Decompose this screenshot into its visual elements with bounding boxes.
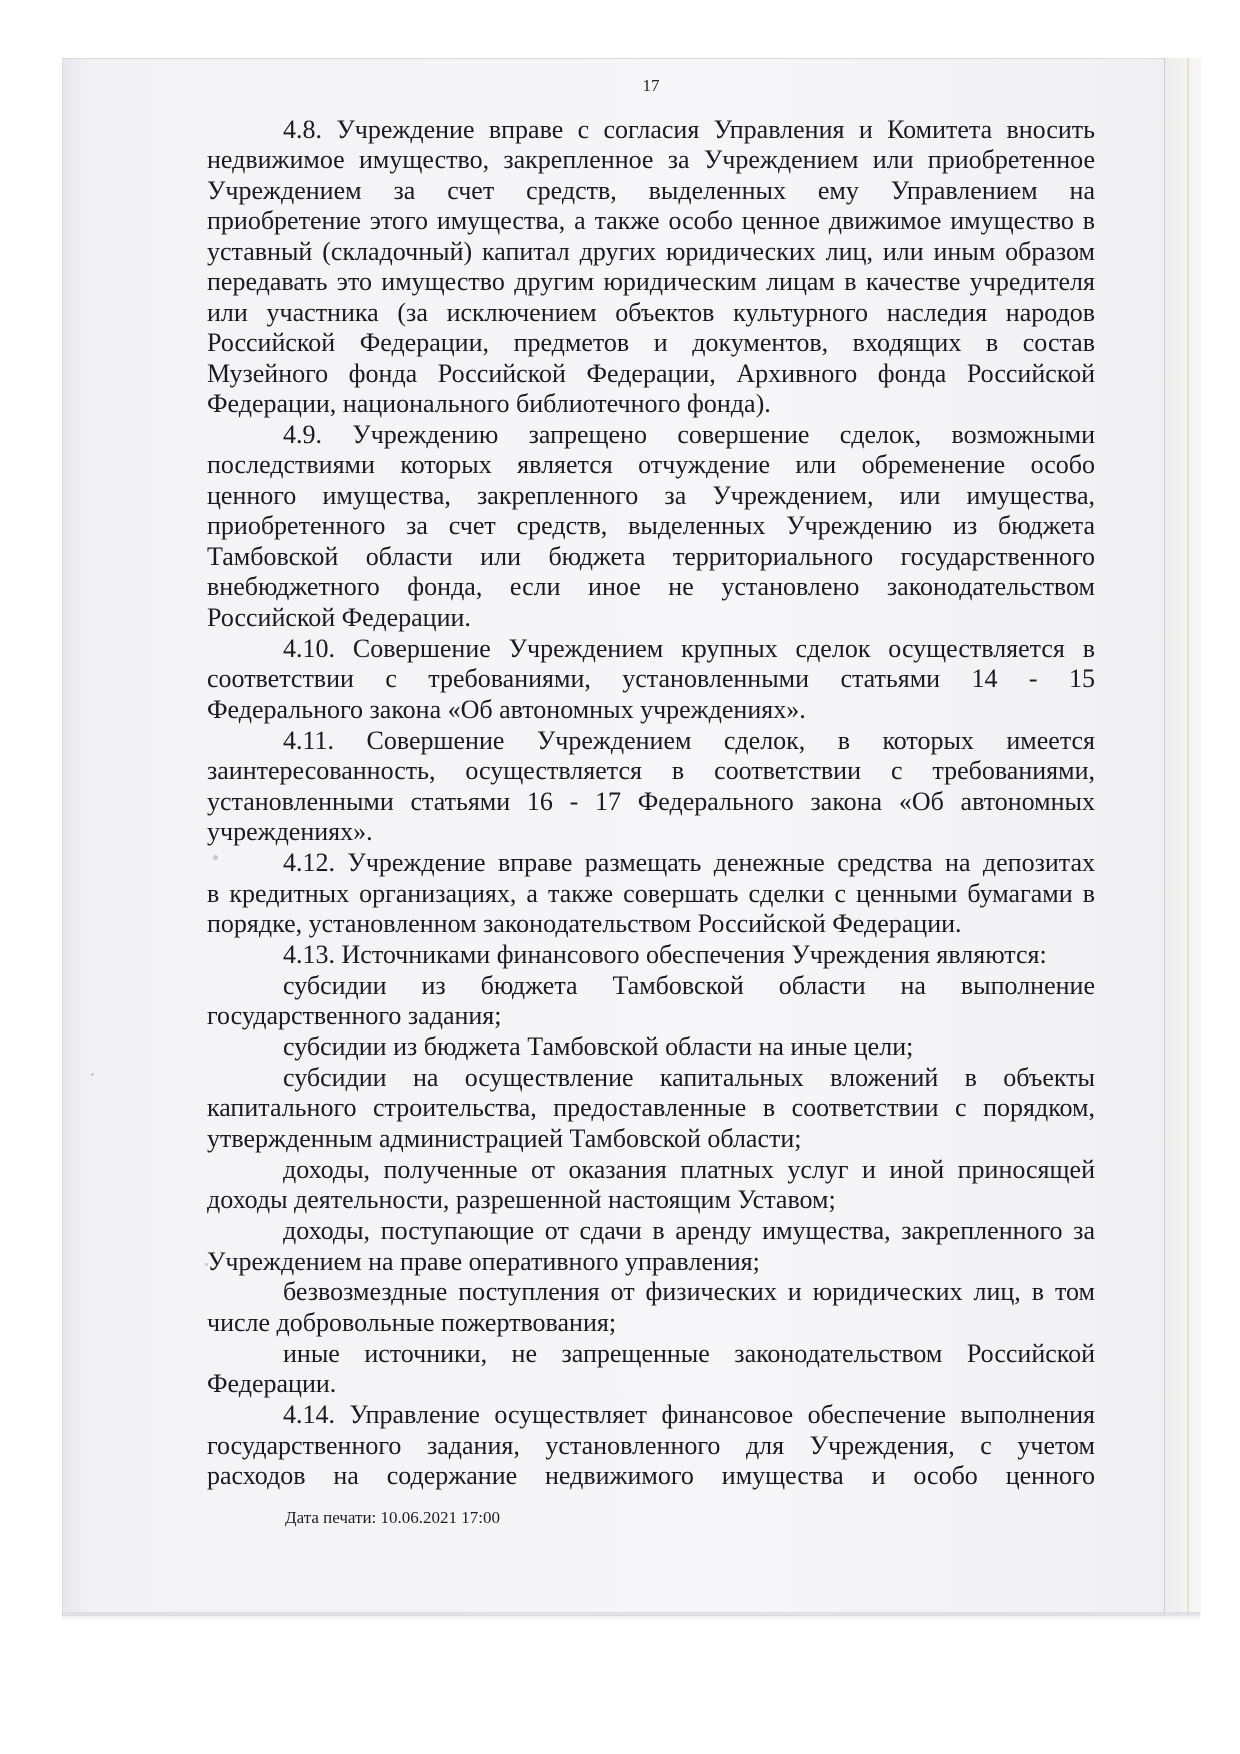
text-line: Учреждением за счет средств, выделенных ему Управлением на bbox=[207, 176, 1095, 205]
text-line: субсидии из бюджета Тамбовской области на иные цели; bbox=[283, 1032, 914, 1061]
text-line: субсидии на осуществление капитальных вложений в объекты bbox=[283, 1063, 1095, 1092]
text-line: заинтересованность, осуществляется в соответствии с требованиями, bbox=[207, 756, 1095, 785]
text-line: 4.9. Учреждению запрещено совершение сделок, возможными bbox=[283, 420, 1095, 449]
text-line: Российской Федерации, предметов и документов, входящих в состав bbox=[207, 328, 1095, 357]
text-line: расходов на содержание недвижимого имущества и особо ценного bbox=[207, 1461, 1095, 1490]
text-line: 4.13. Источниками финансового обеспечения Учреждения являются: bbox=[283, 940, 1047, 969]
text-line: доходы, поступающие от сдачи в аренду имущества, закрепленного за bbox=[283, 1216, 1095, 1245]
sheet-right-edge bbox=[1164, 58, 1201, 1616]
text-line: приобретенного за счет средств, выделенных Учреждению из бюджета bbox=[207, 511, 1095, 540]
text-line: Федерального закона «Об автономных учреждениях». bbox=[207, 695, 806, 724]
text-line: в кредитных организациях, а также совершать сделки с ценными бумагами в bbox=[207, 879, 1095, 908]
scan-speck bbox=[91, 1073, 94, 1076]
text-line: иные источники, не запрещенные законодательством Российской bbox=[283, 1339, 1095, 1368]
text-line: учреждениях». bbox=[207, 817, 373, 846]
text-line: 4.8. Учреждение вправе с согласия Управления и Комитета вносить bbox=[283, 115, 1095, 144]
text-line: утвержденным администрацией Тамбовской области; bbox=[207, 1124, 802, 1153]
text-line: 4.11. Совершение Учреждением сделок, в которых имеется bbox=[283, 726, 1095, 755]
text-line: субсидии из бюджета Тамбовской области на выполнение bbox=[283, 971, 1095, 1000]
page-number: 17 bbox=[642, 76, 660, 95]
text-line: Тамбовской области или бюджета территориального государственного bbox=[207, 542, 1095, 571]
text-line: установленными статьями 16 - 17 Федерального закона «Об автономных bbox=[207, 787, 1095, 816]
text-line: Музейного фонда Российской Федерации, Архивного фонда Российской bbox=[207, 359, 1095, 388]
text-line: недвижимое имущество, закрепленное за Учреждением или приобретенное bbox=[207, 145, 1095, 174]
sheet-bottom-shadow bbox=[62, 1612, 1200, 1620]
text-line: Федерации, национального библиотечного фонда). bbox=[207, 389, 771, 418]
scan-speck bbox=[213, 855, 218, 860]
text-line: безвозмездные поступления от физических и юридических лиц, в том bbox=[283, 1277, 1095, 1306]
text-line: приобретение этого имущества, а также особо ценное движимое имущество в bbox=[207, 206, 1095, 235]
text-line: 4.14. Управление осуществляет финансовое обеспечение выполнения bbox=[283, 1400, 1095, 1429]
text-line: числе добровольные пожертвования; bbox=[207, 1308, 617, 1337]
text-line: или участника (за исключением объектов культурного наследия народов bbox=[207, 298, 1095, 327]
text-line: уставный (складочный) капитал других юридических лиц, или иным образом bbox=[207, 237, 1095, 266]
text-line: доходы деятельности, разрешенной настоящим Уставом; bbox=[207, 1185, 836, 1214]
text-line: Российской Федерации. bbox=[207, 603, 471, 632]
text-line: доходы, полученные от оказания платных услуг и иной приносящей bbox=[283, 1155, 1095, 1184]
text-line: капитального строительства, предоставленные в соответствии с порядком, bbox=[207, 1093, 1095, 1122]
text-line: последствиями которых является отчуждение или обременение особо bbox=[207, 450, 1095, 479]
text-line: государственного задания; bbox=[207, 1001, 502, 1030]
text-line: соответствии с требованиями, установленными статьями 14 - 15 bbox=[207, 664, 1095, 693]
print-date-footer: Дата печати: 10.06.2021 17:00 bbox=[285, 1508, 500, 1527]
text-line: Учреждением на праве оперативного управления; bbox=[207, 1247, 760, 1276]
text-line: ценного имущества, закрепленного за Учреждением, или имущества, bbox=[207, 481, 1095, 510]
text-line: передавать это имущество другим юридическим лицам в качестве учредителя bbox=[207, 267, 1095, 296]
text-line: внебюджетного фонда, если иное не установлено законодательством bbox=[207, 572, 1095, 601]
text-line: 4.12. Учреждение вправе размещать денежные средства на депозитах bbox=[283, 848, 1095, 877]
text-line: порядке, установленном законодательством Российской Федерации. bbox=[207, 909, 962, 938]
text-line: государственного задания, установленного для Учреждения, с учетом bbox=[207, 1431, 1095, 1460]
text-line: Федерации. bbox=[207, 1369, 337, 1398]
text-line: 4.10. Совершение Учреждением крупных сделок осуществляется в bbox=[283, 634, 1095, 663]
